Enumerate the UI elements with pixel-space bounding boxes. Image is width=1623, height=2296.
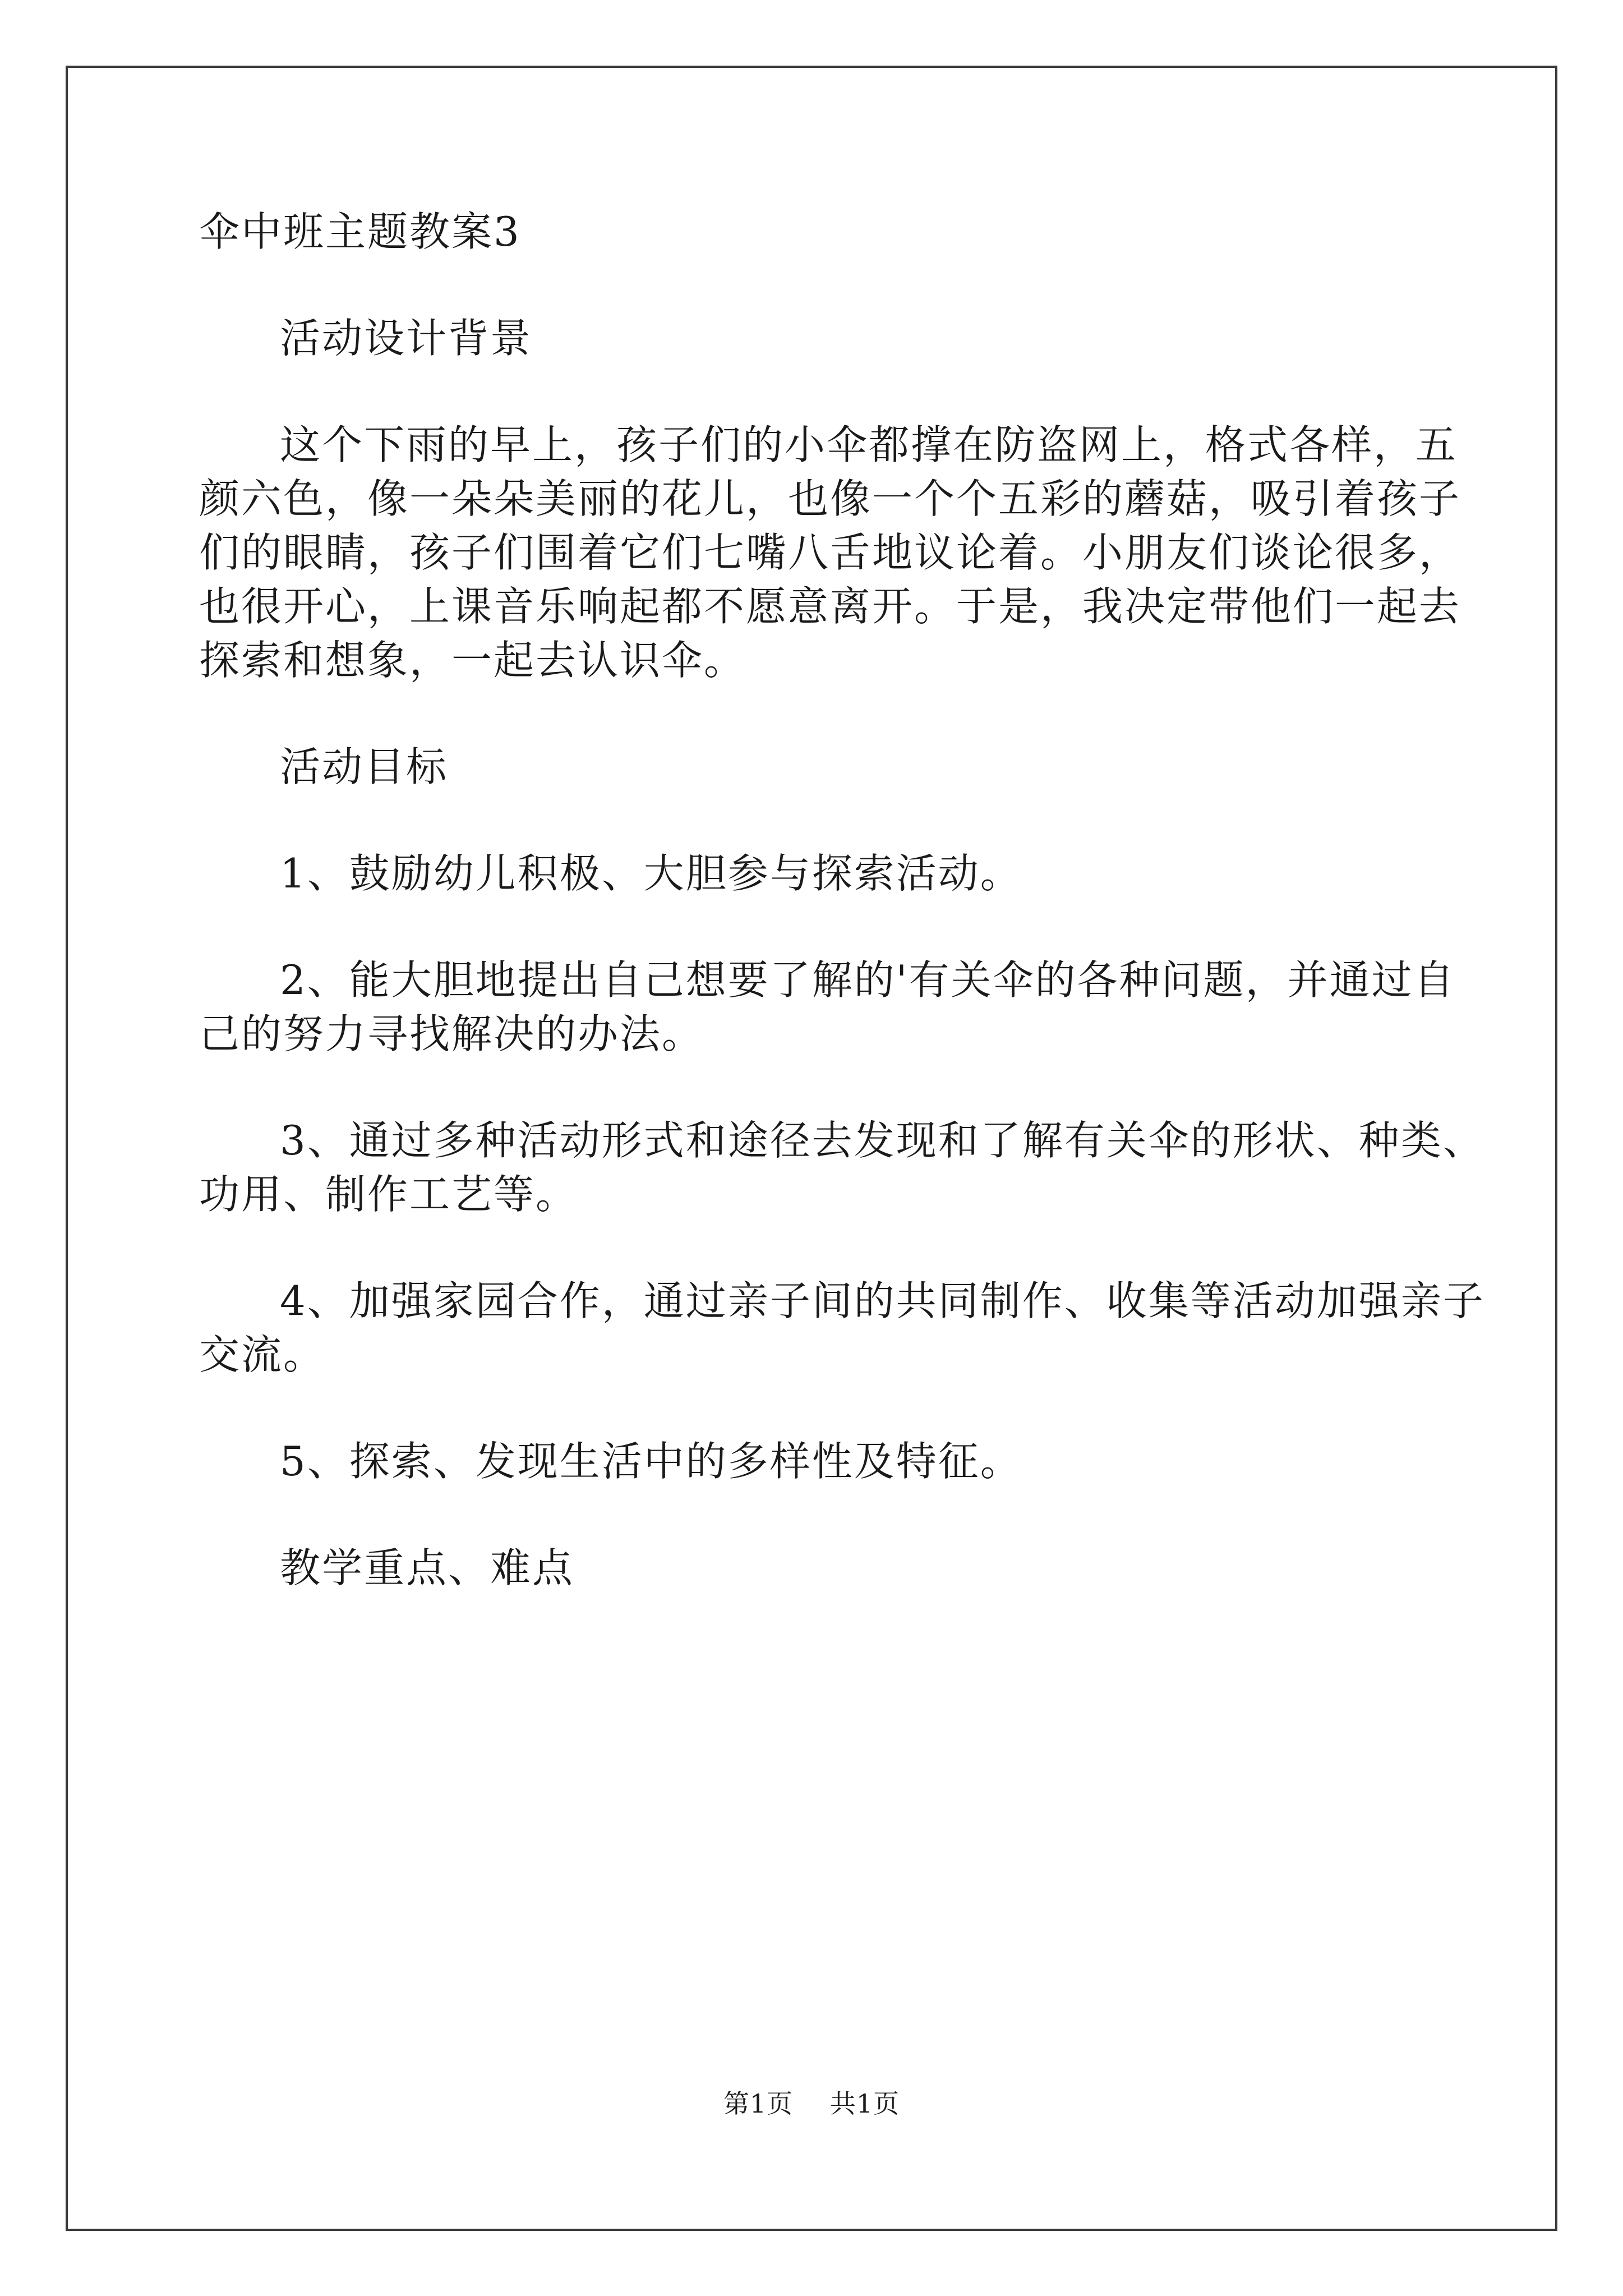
paragraph-line: 5、探索、发现生活中的多样性及特征。 bbox=[280, 1438, 1022, 1485]
paragraph-line: 也很开心，上课音乐响起都不愿意离开。于是，我决定带他们一起去 bbox=[199, 583, 1461, 630]
paragraph-line: 活动目标 bbox=[280, 743, 449, 790]
title-line: 伞中班主题教案3 bbox=[199, 208, 521, 255]
paragraph bbox=[199, 953, 1456, 1061]
paragraph-list bbox=[199, 311, 1485, 1595]
paragraph-line: 们的眼睛，孩子们围着它们七嘴八舌地议论着。小朋友们谈论很多， bbox=[199, 529, 1461, 576]
paragraph-line: 颜六色，像一朵朵美丽的花儿，也像一个个五彩的蘑菇，吸引着孩子 bbox=[199, 475, 1461, 522]
paragraph bbox=[199, 1274, 1485, 1382]
paragraph-line: 这个下雨的早上，孩子们的小伞都撑在防盗网上，格式各样，五 bbox=[280, 421, 1458, 468]
document-title bbox=[199, 205, 1427, 259]
document-body bbox=[199, 205, 1485, 1595]
paragraph-line: 己的努力寻找解决的办法。 bbox=[199, 1010, 704, 1057]
paragraph-line: 交流。 bbox=[199, 1331, 326, 1378]
paragraph bbox=[199, 846, 1427, 900]
paragraph-line: 3、通过多种活动形式和途径去发现和了解有关伞的形状、种类、 bbox=[280, 1117, 1485, 1164]
paragraph-line: 2、能大胆地提出自己想要了解的'有关伞的各种问题，并通过自 bbox=[280, 956, 1456, 1004]
paragraph bbox=[199, 1114, 1485, 1221]
page-number: 第1页 bbox=[723, 2088, 794, 2119]
page-footer bbox=[0, 2088, 1623, 2119]
paragraph bbox=[199, 740, 1427, 794]
paragraph bbox=[199, 1434, 1427, 1488]
paragraph bbox=[199, 311, 1427, 365]
page-total: 共1页 bbox=[829, 2088, 900, 2119]
paragraph-line: 4、加强家园合作，通过亲子间的共同制作、收集等活动加强亲子 bbox=[280, 1277, 1485, 1324]
paragraph-line: 探索和想象，一起去认识伞。 bbox=[199, 637, 746, 684]
paragraph-line: 教学重点、难点 bbox=[280, 1544, 575, 1591]
paragraph-line: 活动设计背景 bbox=[280, 315, 533, 362]
paragraph bbox=[199, 1541, 1427, 1595]
paragraph-line: 1、鼓励幼儿积极、大胆参与探索活动。 bbox=[280, 850, 1022, 897]
paragraph bbox=[199, 418, 1461, 687]
paragraph-line: 功用、制作工艺等。 bbox=[199, 1171, 578, 1218]
